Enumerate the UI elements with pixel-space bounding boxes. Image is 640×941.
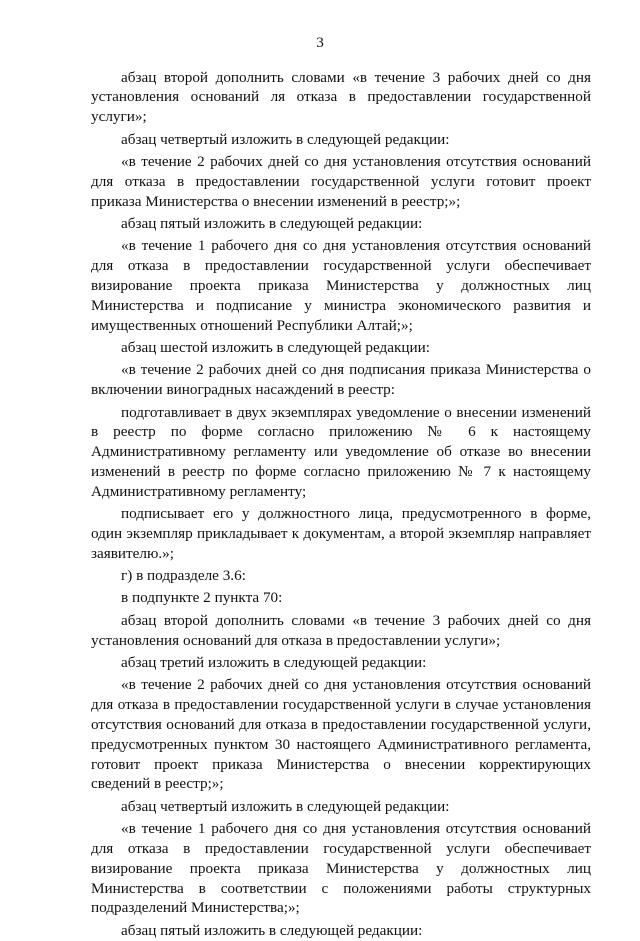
paragraph: в подпункте 2 пункта 70: <box>121 589 283 607</box>
paragraph: подписывает его у должностного лица, предусмотренного в форме, один экземпляр прикладывает к документам, а второй экземпляр направляет заявителю.»; <box>91 505 591 562</box>
document-body <box>91 65 591 941</box>
paragraph: абзац четвертый изложить в следующей редакции: <box>121 130 450 148</box>
paragraph: «в течение 1 рабочего дня со дня установления отсутствия оснований для отказа в предоставлении государственной услуги обеспечивает визирование проекта приказа Министерства у должностных лиц Министерства в соответствии с положениями работы структурных подразделений Министерства;»; <box>91 820 591 917</box>
paragraph: «в течение 2 рабочих дней со дня установления отсутствия оснований для отказа в предоставлении государственной услуги в случае установления отсутствия оснований для отказа в предоставлении государственной услуги, предусмотренных пунктом 30 настоящего Административного регламента, готовит проект приказа Министерства о внесении корректирующих сведений в реестр;»; <box>91 676 591 793</box>
paragraph: абзац шестой изложить в следующей редакции: <box>121 338 430 356</box>
paragraph: абзац второй дополнить словами «в течение 3 рабочих дней со дня установления оснований для отказа в предоставлении услуги»; <box>91 611 591 649</box>
paragraph: абзац третий изложить в следующей редакции: <box>121 654 427 672</box>
paragraph: «в течение 1 рабочего дня со дня установления отсутствия оснований для отказа в предоставлении государственной услуги обеспечивает визирование проекта приказа Министерства у должностных лиц Министерства и подписание у министра экономического развития и имущественных отношений Республики Алтай;»; <box>91 237 591 334</box>
paragraph: абзац пятый изложить в следующей редакции: <box>121 214 423 232</box>
paragraph: г) в подразделе 3.6: <box>121 567 246 585</box>
paragraph: абзац второй дополнить словами «в течение 3 рабочих дней со дня установления оснований ля отказа в предоставлении государственной услуги»; <box>91 68 591 126</box>
paragraph: «в течение 2 рабочих дней со дня подписания приказа Министерства о включении виноградных насаждений в реестр: <box>91 361 591 399</box>
paragraph: подготавливает в двух экземплярах уведомление о внесении изменений в реестр по форме согласно приложению № 6 к настоящему Административному регламенту или уведомление об отказе во внесении изменений в реестр по форме согласно приложению № 7 к настоящему Административному регламенту; <box>91 403 591 500</box>
paragraph: абзац четвертый изложить в следующей редакции: <box>121 797 450 815</box>
paragraph: «в течение 2 рабочих дней со дня установления отсутствия оснований для отказа в предоставлении государственной услуги готовит проект приказа Министерства о внесении изменений в реестр;»; <box>91 152 591 210</box>
page-number: 3 <box>316 34 324 51</box>
paragraph: абзац пятый изложить в следующей редакции: <box>121 921 423 939</box>
